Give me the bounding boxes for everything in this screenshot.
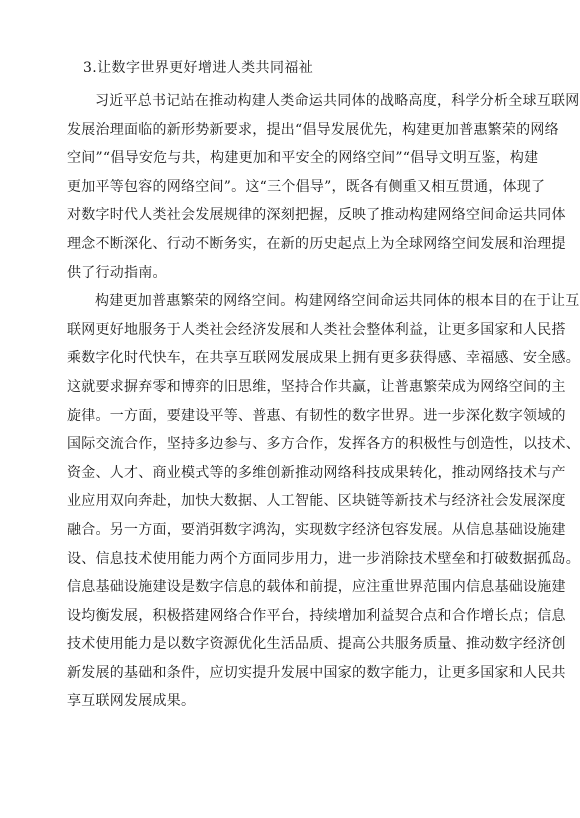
paragraph-2 bbox=[67, 287, 580, 716]
section-heading: 3.让数字世界更好增进人类共同福祉 bbox=[83, 60, 314, 76]
paragraph-line: 空间”“倡导安危与共，构建更加和平安全的网络空间”“倡导文明互鉴，构建 bbox=[67, 150, 539, 167]
paragraph-line: 发展治理面临的新形势新要求，提出“倡导发展优先，构建更加普惠繁荣的网络 bbox=[67, 121, 559, 138]
paragraph-line: 设、信息技术使用能力两个方面同步用力，进一步消除技术壁垒和打破数据孤岛。 bbox=[67, 550, 580, 567]
paragraph-line: 享互联网发展成果。 bbox=[67, 693, 196, 710]
paragraph-line: 对数字时代人类社会发展规律的深刻把握，反映了推动构建网络空间命运共同体 bbox=[67, 207, 566, 224]
paragraph-line: 联网更好地服务于人类社会经济发展和人类社会整体利益，让更多国家和人民搭 bbox=[67, 321, 566, 338]
paragraph-line: 这就要求摒弃零和博弈的旧思维，坚持合作共赢，让普惠繁荣成为网络空间的主 bbox=[67, 378, 566, 395]
paragraph-line: 供了行动指南。 bbox=[67, 264, 167, 281]
paragraph-line: 国际交流合作，坚持多边参与、多方合作，发挥各方的积极性与创造性，以技术、 bbox=[67, 436, 580, 453]
paragraph-1 bbox=[67, 87, 580, 287]
paragraph-line: 资金、人才、商业模式等的多维创新推动网络科技成果转化，推动网络技术与产 bbox=[67, 464, 566, 481]
paragraph-line: 乘数字化时代快车，在共享互联网发展成果上拥有更多获得感、幸福感、安全感。 bbox=[67, 350, 580, 367]
paragraph-line: 更加平等包容的网络空间”。这“三个倡导”，既各有侧重又相互贯通，体现了 bbox=[67, 178, 546, 195]
paragraph-line: 设均衡发展，积极搭建网络合作平台，持续增加利益契合点和合作增长点；信息 bbox=[67, 607, 566, 624]
paragraph-line: 信息基础设施建设是数字信息的载体和前提，应注重世界范围内信息基础设施建 bbox=[67, 579, 566, 596]
paragraph-line: 构建更加普惠繁荣的网络空间。构建网络空间命运共同体的根本目的在于让互 bbox=[95, 293, 580, 310]
paragraph-line: 旋律。一方面，要建设平等、普惠、有韧性的数字世界。进一步深化数字领域的 bbox=[67, 407, 566, 424]
paragraph-line: 新发展的基础和条件，应切实提升发展中国家的数字能力，让更多国家和人民共 bbox=[67, 664, 566, 681]
paragraph-line: 习近平总书记站在推动构建人类命运共同体的战略高度，科学分析全球互联网 bbox=[95, 93, 580, 109]
paragraph-line: 技术使用能力是以数字资源优化生活品质、提高公共服务质量、推动数字经济创 bbox=[67, 636, 566, 653]
paragraph-line: 融合。另一方面，要消弭数字鸿沟，实现数字经济包容发展。从信息基础设施建 bbox=[67, 521, 566, 538]
paragraph-line: 业应用双向奔赴，加快大数据、人工智能、区块链等新技术与经济社会发展深度 bbox=[67, 493, 566, 510]
paragraph-line: 理念不断深化、行动不断务实，在新的历史起点上为全球网络空间发展和治理提 bbox=[67, 235, 566, 252]
